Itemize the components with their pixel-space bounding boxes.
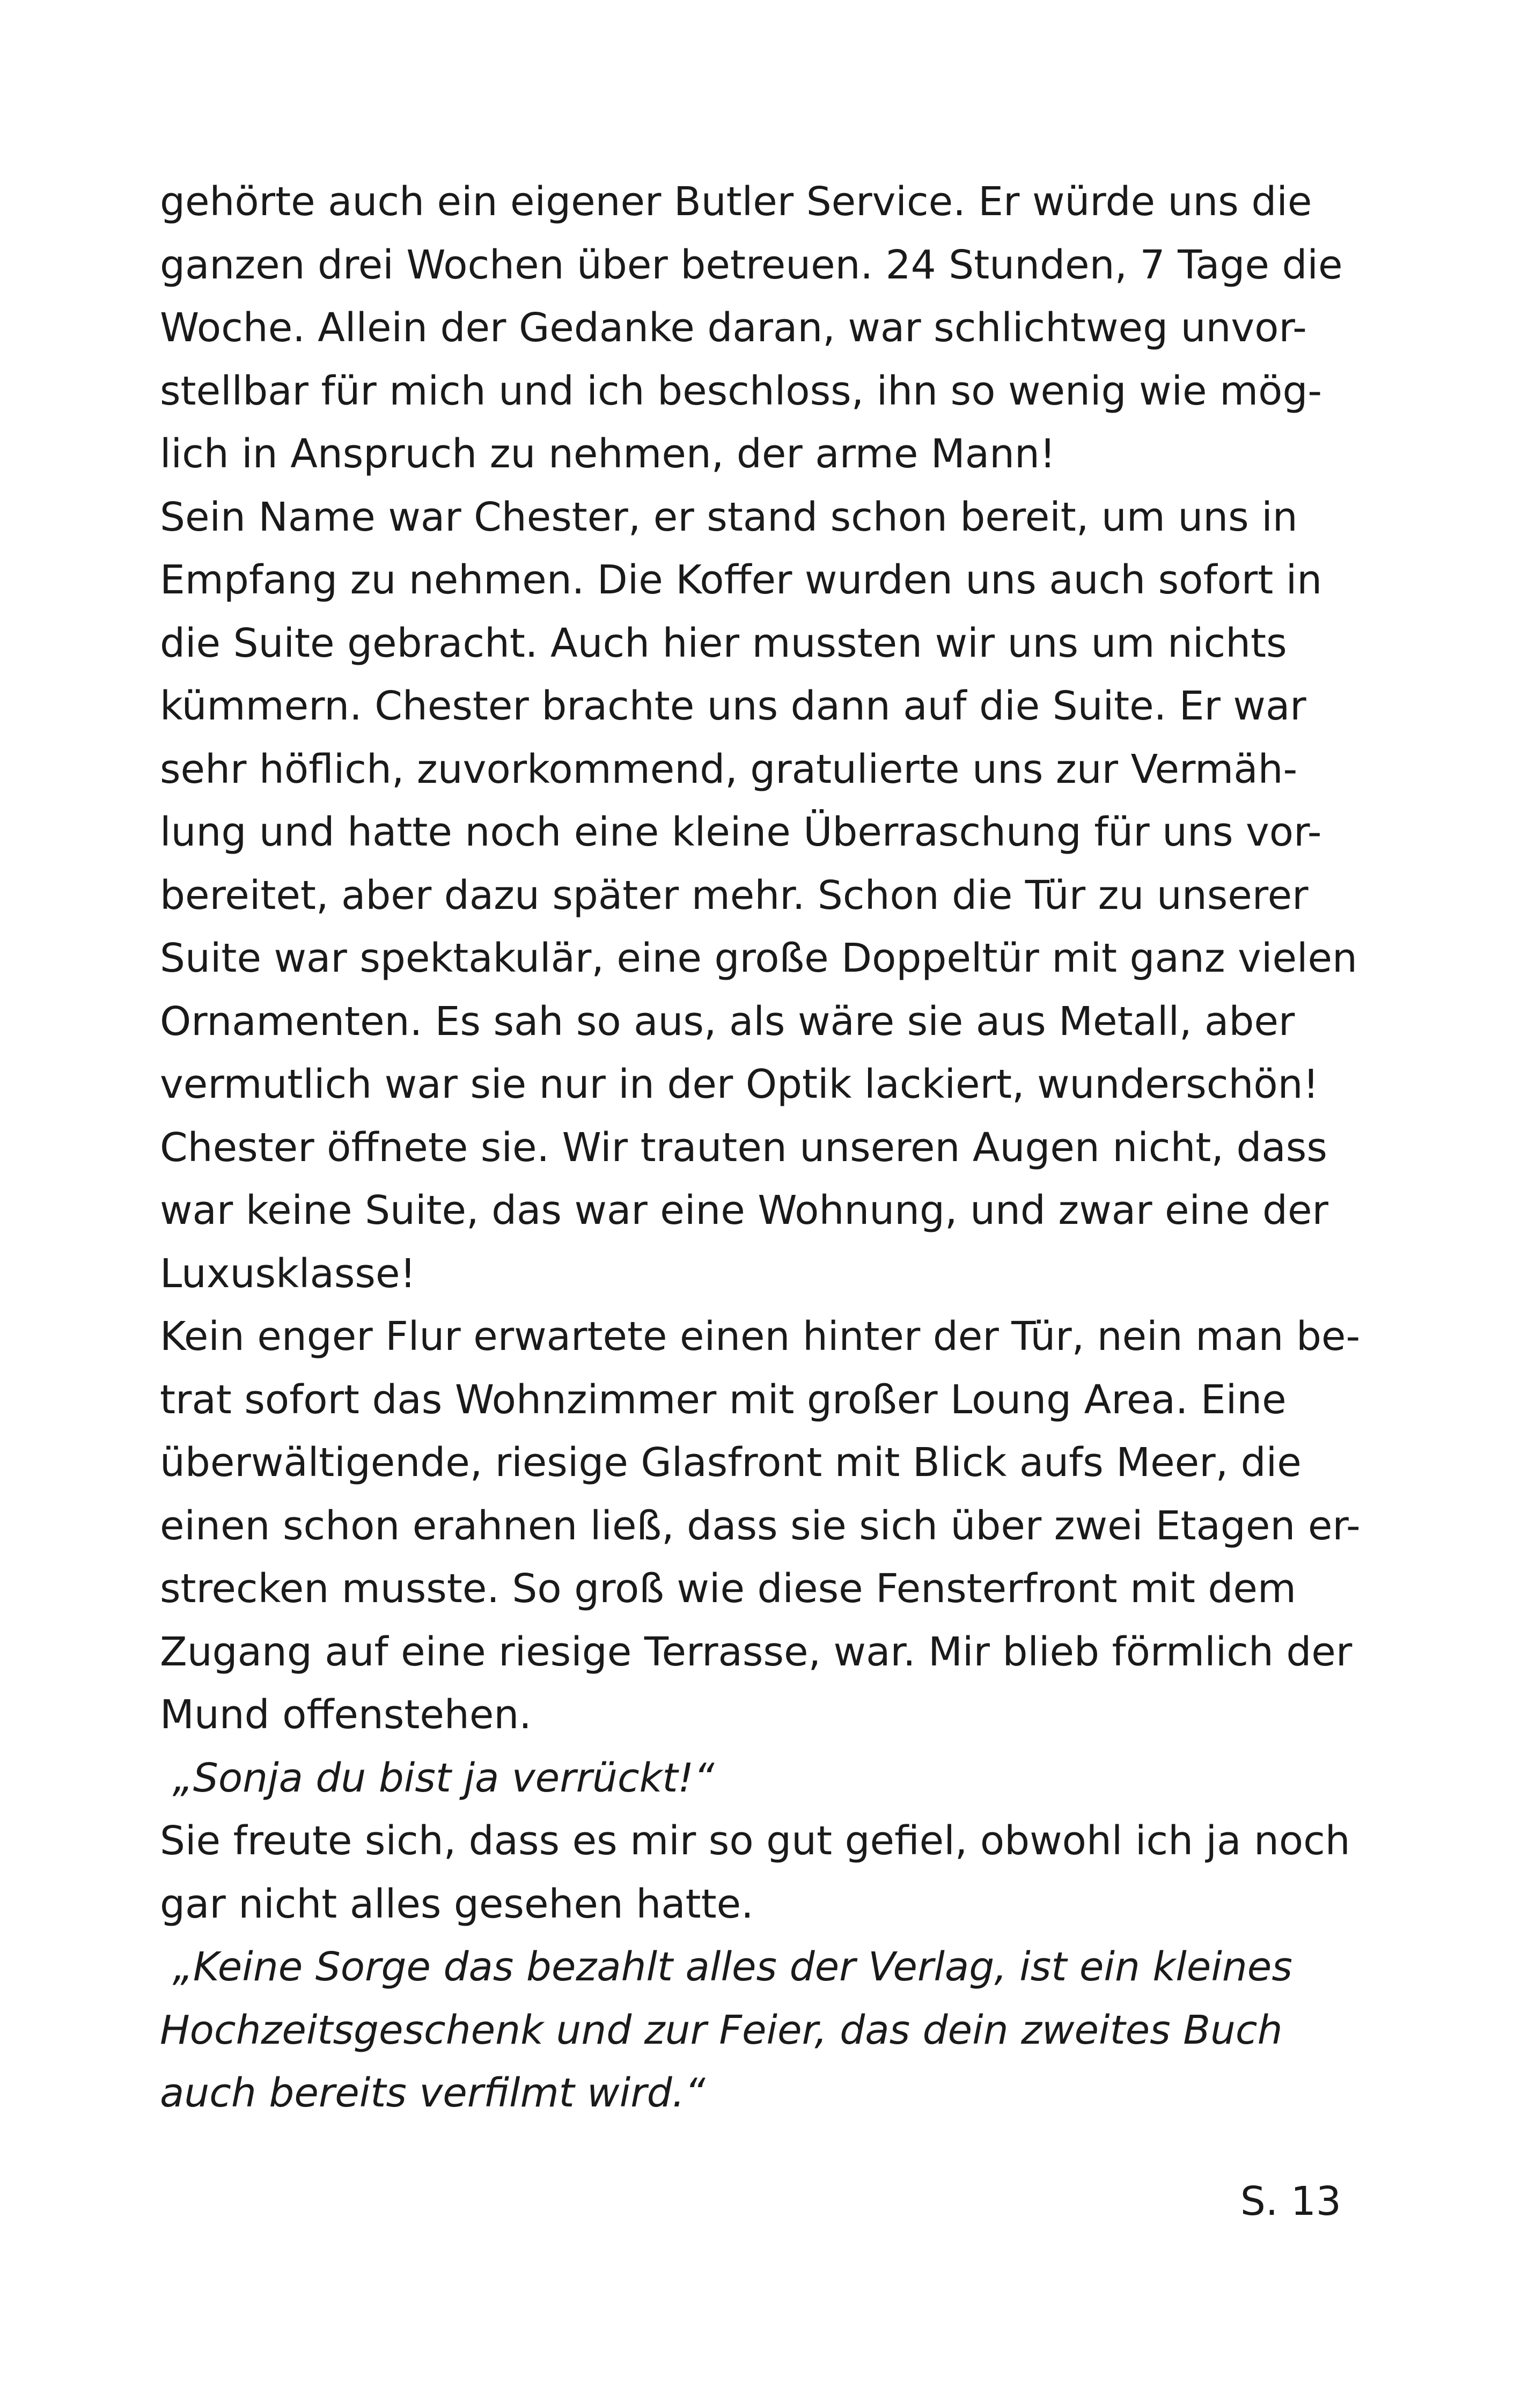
text-line: Luxusklasse!	[160, 1250, 416, 1297]
text-line: sehr höflich, zuvorkommend, gratulierte uns zur Vermäh-	[160, 746, 1298, 792]
dialogue-line: auch bereits verfilmt wird.“	[160, 2070, 706, 2116]
text-line: Kein enger Flur erwartete einen hinter der Tür, nein man be-	[160, 1313, 1361, 1360]
text-line: Suite war spektakulär, eine große Doppeltür mit ganz vielen	[160, 935, 1357, 981]
text-line: gar nicht alles gesehen hatte.	[160, 1881, 754, 1927]
text-line: strecken musste. So groß wie diese Fensterfront mit dem	[160, 1566, 1296, 1612]
dialogue-line: Hochzeitsgeschenk und zur Feier, das dein zweites Buch	[160, 2007, 1283, 2053]
text-line: Chester öffnete sie. Wir trauten unseren Augen nicht, dass	[160, 1124, 1327, 1171]
text-line: vermutlich war sie nur in der Optik lackiert, wunderschön!	[160, 1061, 1319, 1107]
text-line: Sie freute sich, dass es mir so gut gefiel, obwohl ich ja noch	[160, 1818, 1350, 1864]
dialogue-line: „Sonja du bist ja verrückt!“	[160, 1754, 715, 1801]
text-line: lung und hatte noch eine kleine Überraschung für uns vor-	[160, 809, 1322, 855]
text-line: war keine Suite, das war eine Wohnung, und zwar eine der	[160, 1187, 1328, 1234]
dialogue-line: „Keine Sorge das bezahlt alles der Verlag, ist ein kleines	[160, 1944, 1292, 1990]
text-line: Mund offenstehen.	[160, 1692, 532, 1738]
text-line: die Suite gebracht. Auch hier mussten wir uns um nichts	[160, 620, 1287, 666]
text-line: Woche. Allein der Gedanke daran, war schlichtweg unvor-	[160, 305, 1307, 351]
body-text	[160, 171, 1372, 2125]
text-line: kümmern. Chester brachte uns dann auf die Suite. Er war	[160, 683, 1306, 729]
text-line: lich in Anspruch zu nehmen, der arme Mann!	[160, 431, 1056, 477]
text-line: überwältigende, riesige Glasfront mit Blick aufs Meer, die	[160, 1440, 1302, 1486]
text-line: Ornamenten. Es sah so aus, als wäre sie aus Metall, aber	[160, 998, 1295, 1045]
text-line: trat sofort das Wohnzimmer mit großer Loung Area. Eine	[160, 1376, 1287, 1423]
page-number: S. 13	[1240, 2178, 1341, 2225]
text-line: Zugang auf eine riesige Terrasse, war. Mir blieb förmlich der	[160, 1628, 1353, 1675]
text-line: stellbar für mich und ich beschloss, ihn so wenig wie mög-	[160, 368, 1322, 414]
text-line: Sein Name war Chester, er stand schon bereit, um uns in	[160, 494, 1298, 540]
text-line: Empfang zu nehmen. Die Koffer wurden uns auch sofort in	[160, 557, 1322, 603]
text-line: ganzen drei Wochen über betreuen. 24 Stunden, 7 Tage die	[160, 241, 1343, 288]
text-line: einen schon erahnen ließ, dass sie sich über zwei Etagen er-	[160, 1502, 1361, 1549]
text-line: bereitet, aber dazu später mehr. Schon die Tür zu unserer	[160, 872, 1309, 919]
text-line: gehörte auch ein eigener Butler Service. Er würde uns die	[160, 179, 1312, 225]
